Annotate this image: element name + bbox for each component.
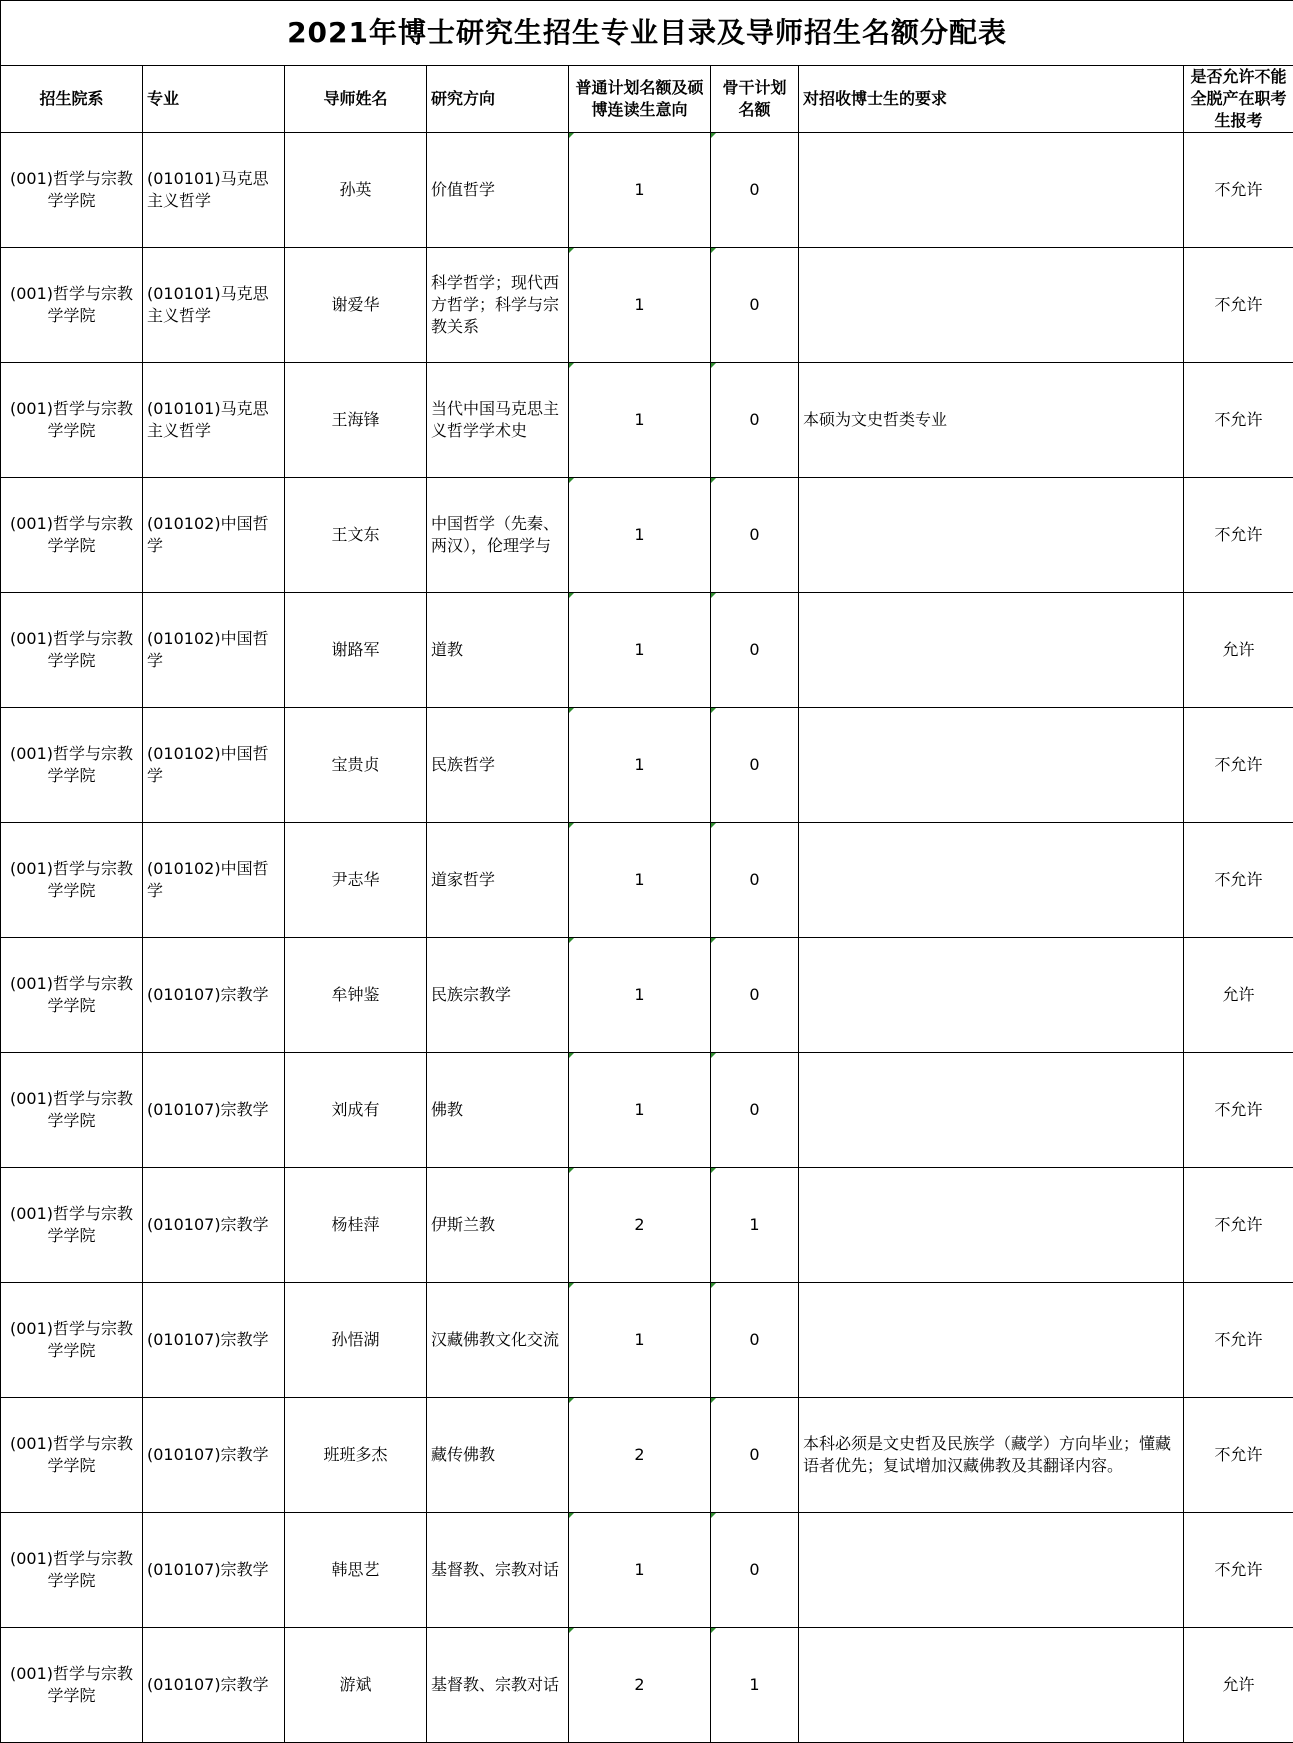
cell-direction: 民族宗教学 — [427, 938, 569, 1053]
cell-backbone-quota: 0 — [711, 478, 799, 593]
cell-requirement — [799, 1283, 1184, 1398]
cell-backbone-quota: 0 — [711, 363, 799, 478]
cell-requirement — [799, 1513, 1184, 1628]
cell-regular-quota: 1 — [569, 478, 711, 593]
cell-major: (010107)宗教学 — [143, 1513, 285, 1628]
cell-advisor: 王文东 — [285, 478, 427, 593]
cell-regular-quota: 1 — [569, 1283, 711, 1398]
cell-backbone-quota: 0 — [711, 708, 799, 823]
cell-backbone-quota: 0 — [711, 133, 799, 248]
cell-allowed: 允许 — [1184, 938, 1293, 1053]
header-backbone-quota: 骨干计划名额 — [711, 66, 799, 133]
cell-direction: 民族哲学 — [427, 708, 569, 823]
table-row — [1, 938, 1293, 1053]
cell-dept: (001)哲学与宗教学学院 — [1, 593, 143, 708]
table-row — [1, 1168, 1293, 1283]
cell-direction: 道家哲学 — [427, 823, 569, 938]
cell-major: (010102)中国哲学 — [143, 823, 285, 938]
cell-backbone-quota: 0 — [711, 1283, 799, 1398]
cell-allowed: 不允许 — [1184, 708, 1293, 823]
cell-dept: (001)哲学与宗教学学院 — [1, 133, 143, 248]
cell-requirement — [799, 133, 1184, 248]
cell-requirement — [799, 823, 1184, 938]
cell-backbone-quota: 0 — [711, 1513, 799, 1628]
cell-direction: 价值哲学 — [427, 133, 569, 248]
cell-backbone-quota: 0 — [711, 248, 799, 363]
cell-regular-quota: 1 — [569, 133, 711, 248]
cell-regular-quota: 1 — [569, 938, 711, 1053]
cell-direction: 科学哲学；现代西方哲学；科学与宗教关系 — [427, 248, 569, 363]
cell-direction: 基督教、宗教对话 — [427, 1628, 569, 1743]
cell-advisor: 谢路军 — [285, 593, 427, 708]
cell-direction: 当代中国马克思主义哲学学术史 — [427, 363, 569, 478]
cell-advisor: 尹志华 — [285, 823, 427, 938]
cell-major: (010107)宗教学 — [143, 1398, 285, 1513]
cell-backbone-quota: 1 — [711, 1168, 799, 1283]
cell-direction: 汉藏佛教文化交流 — [427, 1283, 569, 1398]
cell-direction: 藏传佛教 — [427, 1398, 569, 1513]
cell-regular-quota: 2 — [569, 1168, 711, 1283]
table-body — [1, 133, 1293, 1743]
cell-allowed: 不允许 — [1184, 363, 1293, 478]
header-dept: 招生院系 — [1, 66, 143, 133]
cell-direction: 基督教、宗教对话 — [427, 1513, 569, 1628]
cell-requirement — [799, 708, 1184, 823]
cell-advisor: 杨桂萍 — [285, 1168, 427, 1283]
page-title: 2021年博士研究生招生专业目录及导师招生名额分配表 — [1, 1, 1293, 66]
cell-direction: 中国哲学（先秦、两汉），伦理学与 — [427, 478, 569, 593]
cell-direction: 伊斯兰教 — [427, 1168, 569, 1283]
cell-advisor: 孙英 — [285, 133, 427, 248]
cell-allowed: 不允许 — [1184, 1283, 1293, 1398]
cell-requirement — [799, 1168, 1184, 1283]
cell-allowed: 允许 — [1184, 593, 1293, 708]
cell-major: (010107)宗教学 — [143, 938, 285, 1053]
cell-backbone-quota: 0 — [711, 593, 799, 708]
cell-dept: (001)哲学与宗教学学院 — [1, 363, 143, 478]
header-major: 专业 — [143, 66, 285, 133]
cell-requirement: 本科必须是文史哲及民族学（藏学）方向毕业；懂藏语者优先；复试增加汉藏佛教及其翻译内容。 — [799, 1398, 1184, 1513]
cell-dept: (001)哲学与宗教学学院 — [1, 1398, 143, 1513]
cell-dept: (001)哲学与宗教学学院 — [1, 1283, 143, 1398]
table-row — [1, 1398, 1293, 1513]
cell-advisor: 牟钟鉴 — [285, 938, 427, 1053]
table-row — [1, 478, 1293, 593]
table-row — [1, 593, 1293, 708]
header-advisor: 导师姓名 — [285, 66, 427, 133]
cell-requirement: 本硕为文史哲类专业 — [799, 363, 1184, 478]
cell-dept: (001)哲学与宗教学学院 — [1, 478, 143, 593]
cell-requirement — [799, 938, 1184, 1053]
cell-allowed: 不允许 — [1184, 248, 1293, 363]
cell-regular-quota: 1 — [569, 363, 711, 478]
cell-advisor: 王海锋 — [285, 363, 427, 478]
table-row — [1, 1513, 1293, 1628]
cell-backbone-quota: 0 — [711, 1053, 799, 1168]
cell-allowed: 不允许 — [1184, 1168, 1293, 1283]
cell-dept: (001)哲学与宗教学学院 — [1, 1513, 143, 1628]
cell-allowed: 不允许 — [1184, 823, 1293, 938]
table-row — [1, 1628, 1293, 1743]
cell-regular-quota: 1 — [569, 823, 711, 938]
cell-requirement — [799, 248, 1184, 363]
cell-dept: (001)哲学与宗教学学院 — [1, 823, 143, 938]
cell-requirement — [799, 1053, 1184, 1168]
cell-allowed: 不允许 — [1184, 1053, 1293, 1168]
cell-allowed: 不允许 — [1184, 133, 1293, 248]
cell-advisor: 刘成有 — [285, 1053, 427, 1168]
table-row — [1, 708, 1293, 823]
cell-major: (010102)中国哲学 — [143, 478, 285, 593]
cell-backbone-quota: 0 — [711, 823, 799, 938]
cell-major: (010107)宗教学 — [143, 1168, 285, 1283]
cell-advisor: 班班多杰 — [285, 1398, 427, 1513]
cell-major: (010102)中国哲学 — [143, 708, 285, 823]
cell-backbone-quota: 1 — [711, 1628, 799, 1743]
cell-major: (010101)马克思主义哲学 — [143, 248, 285, 363]
cell-major: (010107)宗教学 — [143, 1053, 285, 1168]
cell-regular-quota: 1 — [569, 708, 711, 823]
cell-regular-quota: 1 — [569, 593, 711, 708]
cell-advisor: 谢爱华 — [285, 248, 427, 363]
cell-advisor: 孙悟湖 — [285, 1283, 427, 1398]
cell-major: (010102)中国哲学 — [143, 593, 285, 708]
cell-allowed: 允许 — [1184, 1628, 1293, 1743]
cell-advisor: 韩思艺 — [285, 1513, 427, 1628]
cell-requirement — [799, 1628, 1184, 1743]
header-row — [1, 66, 1293, 133]
cell-direction: 佛教 — [427, 1053, 569, 1168]
cell-allowed: 不允许 — [1184, 478, 1293, 593]
table-row — [1, 363, 1293, 478]
cell-major: (010101)马克思主义哲学 — [143, 363, 285, 478]
cell-advisor: 游斌 — [285, 1628, 427, 1743]
cell-major: (010101)马克思主义哲学 — [143, 133, 285, 248]
table-row — [1, 1053, 1293, 1168]
cell-dept: (001)哲学与宗教学学院 — [1, 1053, 143, 1168]
table-row — [1, 133, 1293, 248]
cell-direction: 道教 — [427, 593, 569, 708]
header-direction: 研究方向 — [427, 66, 569, 133]
cell-advisor: 宝贵贞 — [285, 708, 427, 823]
cell-dept: (001)哲学与宗教学学院 — [1, 248, 143, 363]
cell-requirement — [799, 478, 1184, 593]
cell-allowed: 不允许 — [1184, 1398, 1293, 1513]
header-requirement: 对招收博士生的要求 — [799, 66, 1184, 133]
cell-dept: (001)哲学与宗教学学院 — [1, 1628, 143, 1743]
cell-allowed: 不允许 — [1184, 1513, 1293, 1628]
cell-regular-quota: 1 — [569, 1053, 711, 1168]
cell-regular-quota: 2 — [569, 1628, 711, 1743]
table-row — [1, 248, 1293, 363]
cell-dept: (001)哲学与宗教学学院 — [1, 1168, 143, 1283]
header-allowed: 是否允许不能全脱产在职考生报考 — [1184, 66, 1293, 133]
table-row — [1, 1283, 1293, 1398]
cell-requirement — [799, 593, 1184, 708]
header-regular-quota: 普通计划名额及硕博连读生意向 — [569, 66, 711, 133]
cell-backbone-quota: 0 — [711, 938, 799, 1053]
cell-backbone-quota: 0 — [711, 1398, 799, 1513]
cell-regular-quota: 1 — [569, 1513, 711, 1628]
cell-regular-quota: 2 — [569, 1398, 711, 1513]
cell-dept: (001)哲学与宗教学学院 — [1, 708, 143, 823]
cell-major: (010107)宗教学 — [143, 1628, 285, 1743]
cell-major: (010107)宗教学 — [143, 1283, 285, 1398]
cell-regular-quota: 1 — [569, 248, 711, 363]
table-row — [1, 823, 1293, 938]
cell-dept: (001)哲学与宗教学学院 — [1, 938, 143, 1053]
